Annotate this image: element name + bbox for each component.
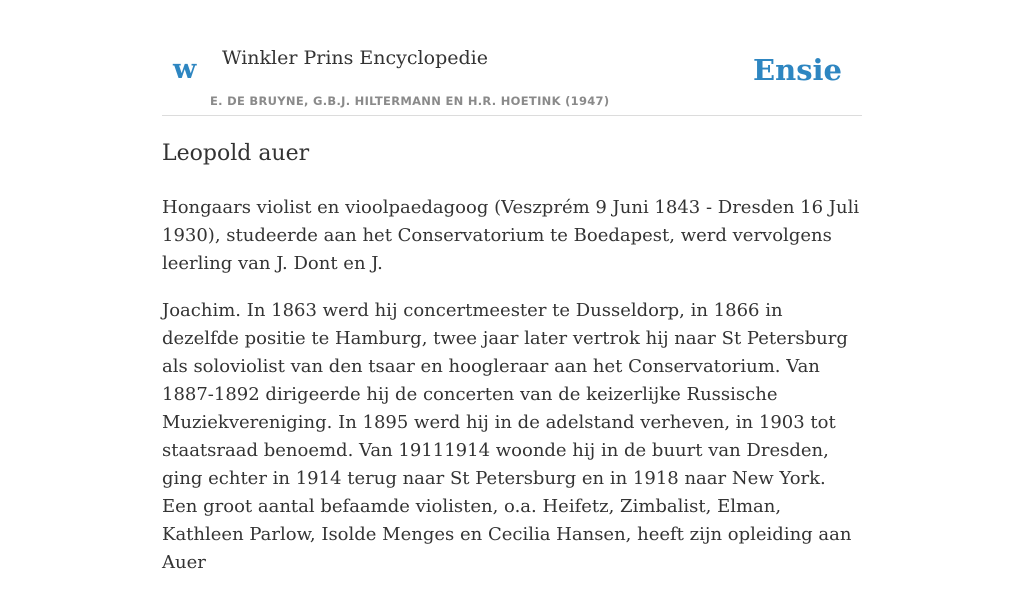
article-title: Leopold auer bbox=[162, 141, 310, 166]
header bbox=[162, 40, 862, 116]
ensie-brand-link[interactable]: Ensie bbox=[753, 53, 842, 87]
article-paragraph: Joachim. In 1863 werd hij concertmeester te Dusseldorp, in 1866 in dezelfde positie te Hamburg, twee jaar later vertrok hij naar St Petersburg als soloviolist van den tsaar en hoogleraar aan het Conservatorium. Van 1887-1892 dirigeerde hij de concerten van de keizerlijke Russische Muziekvereniging. In 1895 werd hij in de adelstand verheven, in 1903 tot staatsraad benoemd. Van 19111914 woonde hij in de buurt van Dresden, ging echter in 1914 terug naar St Petersburg en in 1918 naar New York. Een groot aantal befaamde violisten, o.a. Heifetz, Zimbalist, Elman, Kathleen Parlow, Isolde Menges en Cecilia Hansen, heeft zijn opleiding aan Auer bbox=[162, 300, 852, 573]
encyclopedia-logo-icon[interactable]: w bbox=[173, 54, 197, 85]
encyclopedia-title-link[interactable]: Winkler Prins Encyclopedie bbox=[222, 47, 488, 69]
authors-subtitle: E. DE BRUYNE, G.B.J. HILTERMANN EN H.R. HOETINK (1947) bbox=[210, 94, 610, 108]
article bbox=[162, 136, 862, 596]
article-paragraph: Hongaars violist en vioolpaedagoog (Veszprém 9 Juni 1843 - Dresden 16 Juli 1930), studeerde aan het Conservatorium te Boedapest, werd vervolgens leerling van J. Dont en J. bbox=[162, 197, 860, 274]
